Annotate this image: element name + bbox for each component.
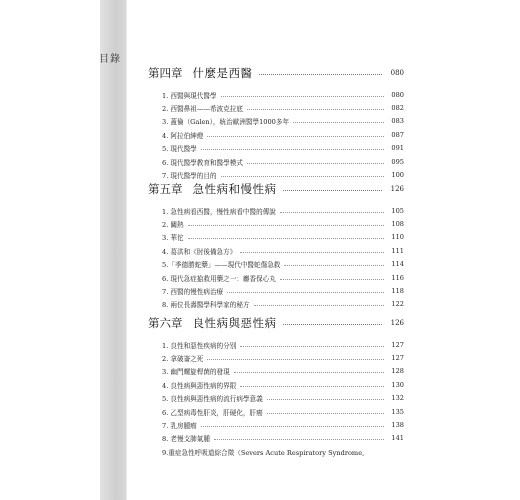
chapter-page: 126 — [390, 185, 404, 193]
entry-title: 1. 西醫與現代醫學 — [162, 91, 217, 100]
toc-entry[interactable] — [148, 405, 404, 418]
leader-dots — [247, 162, 384, 164]
toc-entry[interactable] — [148, 115, 404, 128]
leader-dots — [234, 371, 384, 373]
entry-page: 122 — [391, 300, 404, 309]
page-side-band — [100, 0, 126, 500]
entry-page: 080 — [391, 90, 404, 99]
leader-dots — [259, 73, 383, 75]
toc-entry[interactable] — [148, 392, 404, 405]
leader-dots — [240, 345, 384, 347]
entry-page: 091 — [391, 144, 404, 153]
entry-page: 110 — [391, 233, 404, 242]
entry-title: 9.重症急性呼吸道綜合徵（Severs Acute Respiratory Syndrome, — [162, 448, 365, 457]
entry-title: 3. 蓋倫（Galen），統治歐洲醫學1000多年 — [162, 118, 290, 127]
toc-entry[interactable] — [148, 445, 388, 458]
leader-dots — [284, 264, 384, 266]
chapter-number: 第五章 — [148, 182, 183, 196]
entry-page: 082 — [391, 104, 404, 113]
entry-title: 7. 西醫的慢性病治療 — [162, 288, 224, 297]
entry-page: 108 — [391, 220, 404, 229]
toc-entry[interactable] — [148, 204, 404, 217]
entry-page: 105 — [391, 206, 404, 215]
chapter-title: 良性病與惡性病 — [192, 316, 277, 330]
entry-page: 135 — [391, 407, 404, 416]
leader-dots — [293, 121, 384, 123]
chapter-title: 什麼是西醫 — [192, 66, 253, 80]
chapter-page: 126 — [390, 319, 404, 327]
toc-entry[interactable] — [148, 231, 404, 244]
toc-entry[interactable] — [148, 284, 404, 297]
leader-dots — [240, 385, 384, 387]
entry-page: 127 — [391, 340, 404, 349]
chapter-heading[interactable] — [148, 314, 404, 332]
toc-entry[interactable] — [148, 338, 404, 351]
entry-title: 2. 拿破崙之死 — [162, 355, 204, 364]
entry-title: 7. 現代醫學的目的 — [162, 172, 217, 181]
leader-dots — [247, 108, 384, 110]
entry-title: 4. 葛洪和《肘後備急方》 — [162, 247, 237, 256]
toc-entry[interactable] — [148, 258, 404, 271]
entry-page: 114 — [391, 260, 404, 269]
entry-title: 4. 阿拉伯紳燈 — [162, 131, 204, 140]
entry-page: 100 — [391, 171, 404, 180]
leader-dots — [201, 425, 384, 427]
entry-title: 6. 現代急症搶救用藥之一：麝香保心丸 — [162, 274, 276, 283]
entry-title: 4. 良性病與惡性病的界限 — [162, 381, 237, 390]
toc-entry[interactable] — [148, 244, 404, 257]
toc-entry[interactable] — [148, 88, 404, 101]
leader-dots — [207, 135, 384, 137]
entry-title: 5. 良性病與惡性病的流行病學意義 — [162, 395, 263, 404]
chapter-heading[interactable] — [148, 64, 404, 82]
leader-dots — [221, 175, 384, 177]
toc-entry[interactable] — [148, 142, 404, 155]
entry-title: 6. 乙型病毒性肝炎，肝硬化，肝癌 — [162, 408, 263, 417]
toc-entry[interactable] — [148, 351, 404, 364]
entry-page: 138 — [391, 421, 404, 430]
entry-page: 111 — [391, 246, 404, 255]
entry-title: 2. 西醫鼻祖——希波克拉底 — [162, 105, 243, 114]
toc-entry[interactable] — [148, 378, 404, 391]
entry-list — [148, 88, 404, 182]
page-edge-line — [126, 0, 127, 500]
leader-dots — [254, 304, 384, 306]
entry-page: 087 — [391, 130, 404, 139]
chapter-4 — [148, 64, 404, 182]
entry-title: 2. 關熱 — [162, 221, 184, 230]
entry-title: 3. 幽門螺旋桿菌的發現 — [162, 368, 230, 377]
chapter-number: 第四章 — [148, 66, 183, 80]
entry-title: 7. 乳房腫瘤 — [162, 422, 197, 431]
chapter-6 — [148, 314, 404, 459]
leader-dots — [214, 438, 384, 440]
entry-page: 132 — [391, 394, 404, 403]
entry-page: 116 — [391, 273, 404, 282]
toc-entry[interactable] — [148, 101, 404, 114]
toc-entry[interactable] — [148, 365, 404, 378]
leader-dots — [240, 251, 384, 253]
entry-list — [148, 204, 404, 311]
leader-dots — [267, 412, 384, 414]
toc-entry[interactable] — [148, 432, 404, 445]
toc-entry[interactable] — [148, 271, 404, 284]
entry-page: 083 — [391, 117, 404, 126]
chapter-page: 080 — [390, 69, 404, 77]
toc-entry[interactable] — [148, 418, 404, 431]
entry-page: 118 — [391, 287, 404, 296]
chapter-5 — [148, 180, 404, 311]
entry-page: 130 — [391, 380, 404, 389]
leader-dots — [201, 148, 384, 150]
toc-entry[interactable] — [148, 298, 404, 311]
leader-dots — [267, 398, 384, 400]
leader-dots — [280, 278, 384, 280]
entry-title: 1. 良性和惡性疾病的分別 — [162, 341, 237, 350]
entry-list — [148, 338, 404, 459]
chapter-title: 急性病和慢性病 — [192, 182, 277, 196]
leader-dots — [280, 211, 384, 213]
entry-page: 127 — [391, 354, 404, 363]
entry-title: 5. 現代醫學 — [162, 145, 197, 154]
toc-side-label: 目錄 — [99, 54, 121, 65]
toc-entry[interactable] — [148, 217, 404, 230]
entry-title: 1. 急性病看西醫，慢性病看中醫的傳說 — [162, 207, 276, 216]
chapter-heading[interactable] — [148, 180, 404, 198]
entry-page: 141 — [391, 434, 404, 443]
entry-title: 8. 兩位長壽醫學科學家的秘方 — [162, 301, 250, 310]
entry-title: 3. 華佗 — [162, 234, 184, 243]
entry-page: 095 — [391, 157, 404, 166]
leader-dots — [283, 189, 383, 191]
leader-dots — [227, 291, 384, 293]
leader-dots — [207, 358, 384, 360]
toc-entry[interactable] — [148, 128, 404, 141]
chapter-number: 第六章 — [148, 316, 183, 330]
entry-page: 128 — [391, 367, 404, 376]
leader-dots — [221, 95, 384, 97]
leader-dots — [188, 224, 384, 226]
entry-title: 6. 現代醫學教育和醫學模式 — [162, 158, 243, 167]
toc-entry[interactable] — [148, 155, 404, 168]
leader-dots — [283, 323, 383, 325]
leader-dots — [188, 237, 384, 239]
entry-title: 5.「季德勝蛇藥」——現代中醫蛇傷急救 — [162, 261, 281, 270]
entry-title: 8. 老慢支肺氣腫 — [162, 435, 210, 444]
